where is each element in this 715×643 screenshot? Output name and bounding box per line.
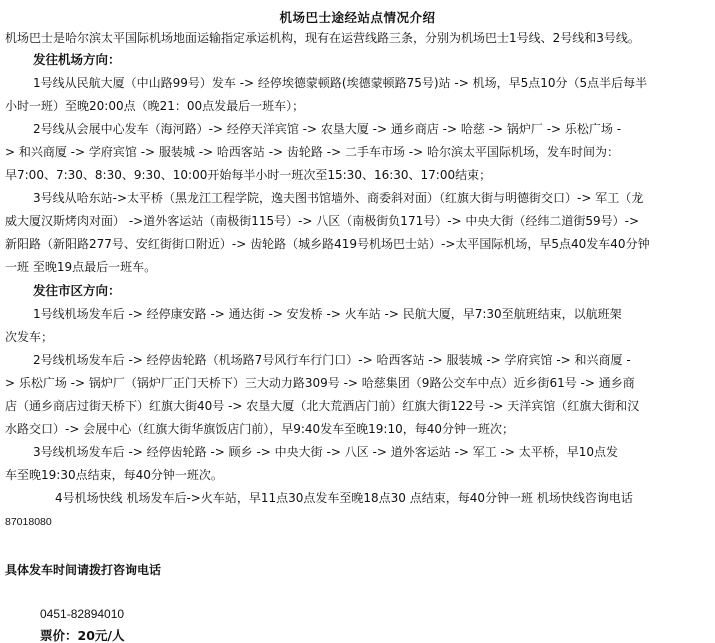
to-city-line: 1号线机场发车后 -> 经停康安路 -> 通达街 -> 安发桥 -> 火车站 -> 民航大厦，早7:30至航班结束，以航班架 bbox=[33, 307, 622, 321]
to-city-line: 车至晚19:30点结束，每40分钟一班次。 bbox=[5, 468, 223, 482]
express-line: 4号机场快线 机场发车后->火车站，早11点30点发车至晚18点30 点结束，每40分钟一班 机场快线咨询电话 bbox=[55, 491, 633, 505]
to-airport-line: 1号线从民航大厦（中山路99号）发车 -> 经停埃德蒙顿路(埃德蒙顿路75号)站 -> 机场，早5点10分（5点半后每半 bbox=[33, 76, 648, 90]
contact-phone: 0451-82894010 bbox=[40, 607, 125, 621]
to-city-heading: 发往市区方向： bbox=[33, 283, 121, 298]
to-airport-line: 威大厦汉斯烤肉对面） ->道外客运站（南极街115号）-> 八区（南极街负171号）-> 中央大街（经纬二道街59号）-> bbox=[5, 214, 640, 228]
to-airport-line: 新阳路（新阳路277号、安红街街口附近）-> 齿轮路（城乡路419号机场巴士站）->太平国际机场，早5点40发车40分钟 bbox=[5, 237, 650, 251]
to-city-line: 2号线机场发车后 -> 经停齿轮路（机场路7号风行车行门口）-> 哈西客站 -> 服装城 -> 学府宾馆 -> 和兴商厦 - bbox=[33, 353, 631, 367]
express-phone: 87018080 bbox=[5, 516, 52, 528]
to-airport-line: 早7:00、7:30、8:30、9:30、10:00开始每半小时一班次至15:30、16:30、17:00结束； bbox=[5, 168, 492, 182]
to-city-line: 3号线机场发车后 -> 经停齿轮路 -> 顾乡 -> 中央大街 -> 八区 -> 道外客运站 -> 军工 -> 太平桥，早10点发 bbox=[33, 445, 619, 459]
to-airport-line: > 和兴商厦 -> 学府宾馆 -> 服装城 -> 哈西客站 -> 齿轮路 -> 二手车市场 -> 哈尔滨太平国际机场，发车时间为： bbox=[5, 145, 619, 159]
to-city-line: 水路交口）-> 会展中心（红旗大街华旗饭店门前），早9:40发车至晚19:10，每40分钟一班次； bbox=[5, 422, 515, 436]
article-title: 机场巴士途经站点情况介绍 bbox=[279, 10, 436, 25]
intro-paragraph: 机场巴士是哈尔滨太平国际机场地面运输指定承运机构，现有在运营线路三条，分别为机场巴士1号线、2号线和3号线。 bbox=[5, 31, 640, 45]
to-city-line: > 乐松广场 -> 锅炉厂（锅炉厂正门天桥下）三大动力路309号 -> 哈慈集团（9路公交车中点）近乡街61号 -> 通乡商 bbox=[5, 376, 635, 390]
to-city-line: 次发车； bbox=[5, 330, 54, 344]
to-airport-heading: 发往机场方向： bbox=[33, 52, 121, 67]
to-airport-line: 一班 至晚19点最后一班车。 bbox=[5, 260, 157, 274]
to-airport-line: 3号线从哈东站->太平桥（黑龙江工程学院，逸夫图书馆墙外、商委斜对面）（红旗大街与明德街交口）-> 军工（龙 bbox=[33, 191, 644, 205]
to-city-line: 店（通乡商店过街天桥下）红旗大街40号 -> 农垦大厦（北大荒酒店门前）红旗大街122号 -> 天洋宾馆（红旗大街和汉 bbox=[5, 399, 640, 413]
to-airport-line: 2号线从会展中心发车（海河路）-> 经停天洋宾馆 -> 农垦大厦 -> 通乡商店 -> 哈慈 -> 锅炉厂 -> 乐松广场 - bbox=[33, 122, 622, 136]
contact-heading: 具体发车时间请拨打咨询电话 bbox=[5, 563, 162, 577]
to-airport-line: 小时一班）至晚20:00点（晚21：00点发最后一班车）； bbox=[5, 99, 305, 113]
ticket-price: 票价：20元/人 bbox=[40, 628, 125, 643]
